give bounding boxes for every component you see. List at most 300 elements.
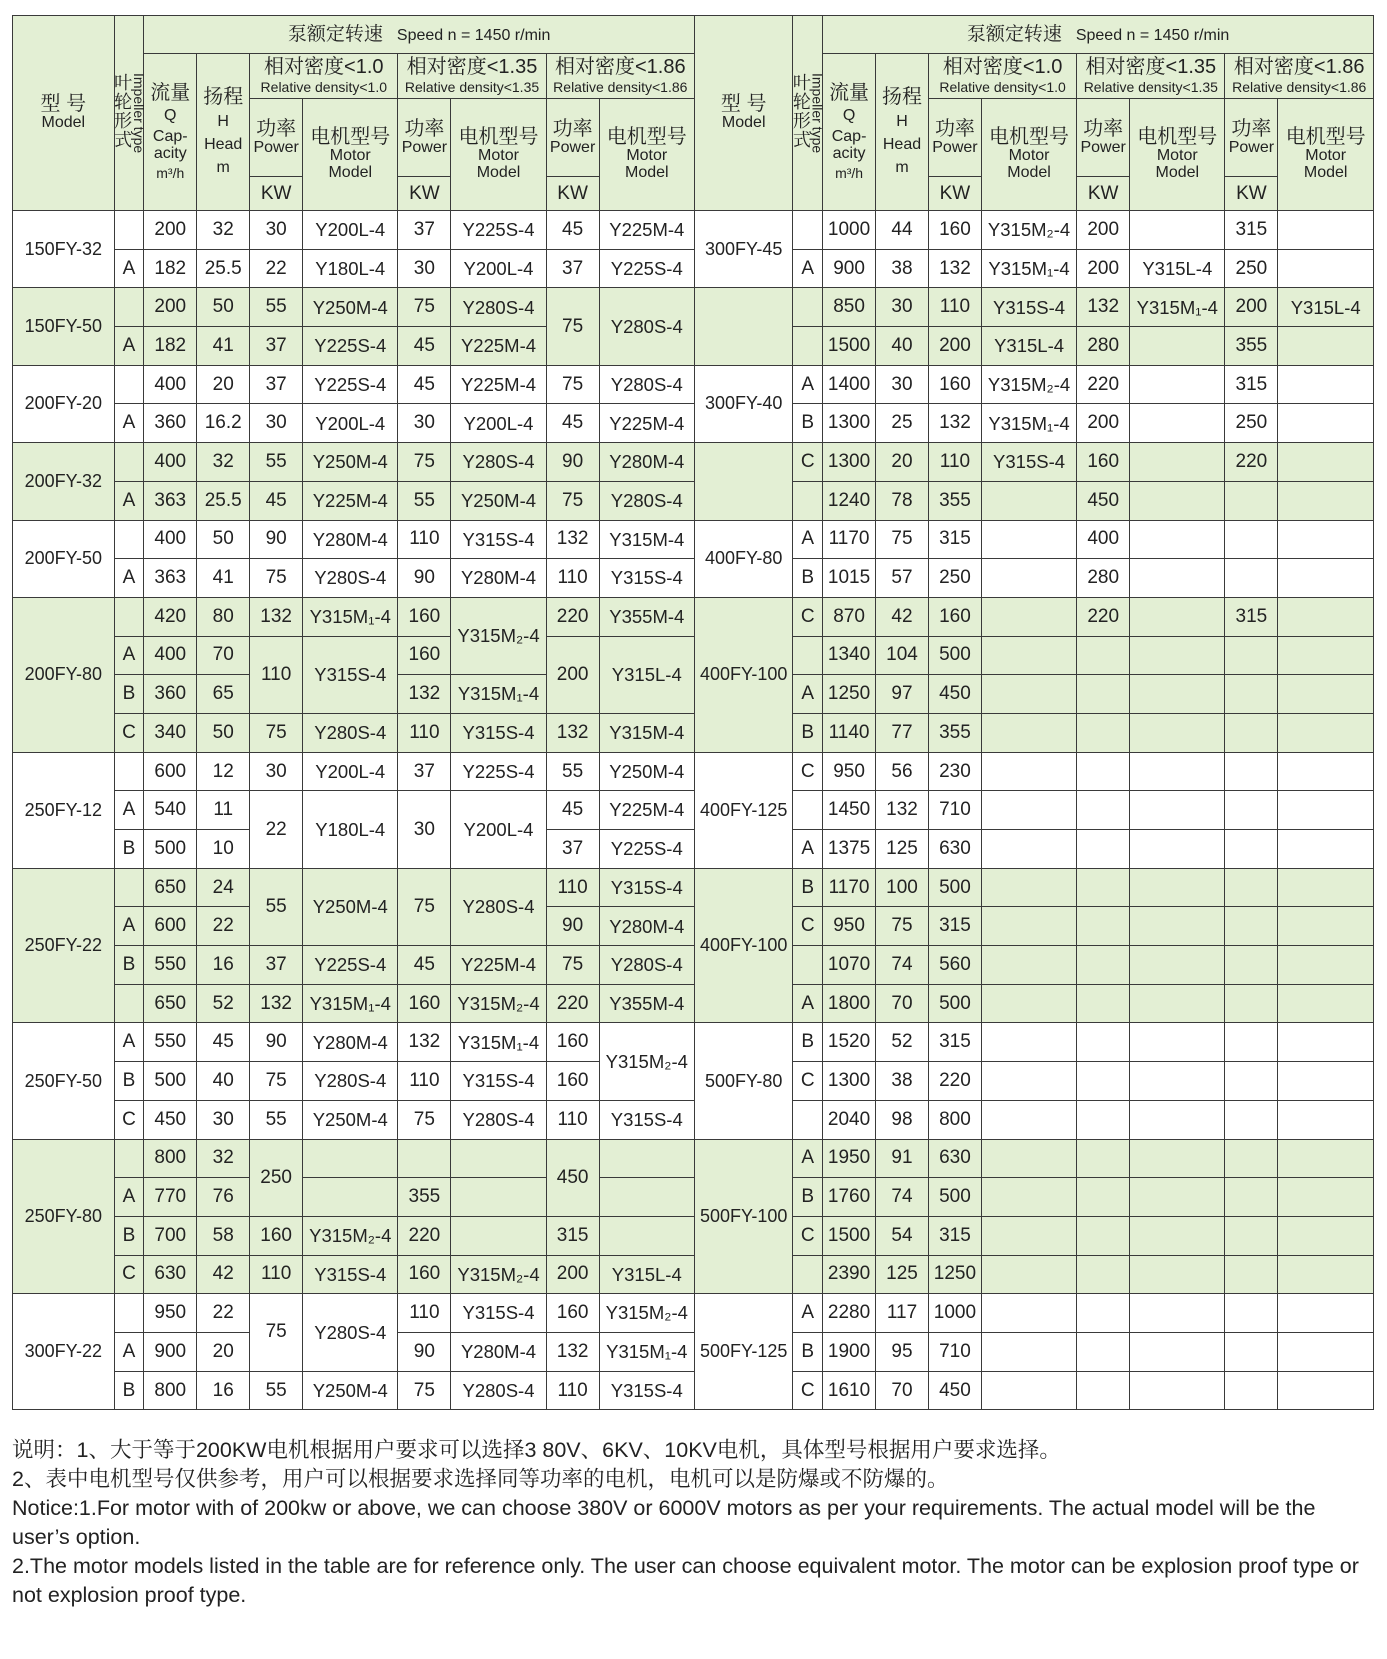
right-cell-motor-1 xyxy=(981,675,1076,714)
right-cell-motor-1: Y315S-4 xyxy=(981,443,1076,482)
left-density-header-3 xyxy=(546,54,694,99)
right-density-header-2 xyxy=(1077,54,1225,99)
left-cell-motor-3: Y225S-4 xyxy=(599,249,694,288)
left-cell-model: 250FY-12 xyxy=(13,752,115,868)
left-cell-head: 58 xyxy=(197,1216,250,1255)
left-head-h: H xyxy=(217,113,229,131)
left-cell-power-1: 75 xyxy=(250,1294,303,1371)
left-impeller-label xyxy=(112,72,147,154)
right-cell-motor-1 xyxy=(981,1100,1076,1139)
left-cell-motor-1: Y225M-4 xyxy=(303,481,398,520)
right-cell-capacity: 1800 xyxy=(823,984,876,1023)
right-motor-en2: Model xyxy=(1303,164,1348,181)
left-cell-motor-1: Y315M₁-4 xyxy=(303,984,398,1023)
right-cell-capacity: 1375 xyxy=(823,830,876,869)
right-cell-motor-3 xyxy=(1278,1255,1374,1294)
right-cell-impeller xyxy=(793,636,823,675)
right-cell-motor-1 xyxy=(981,1139,1076,1178)
left-cell-motor-2: Y225M-4 xyxy=(451,365,546,404)
right-cell-power-2 xyxy=(1077,791,1130,830)
left-motor-zh: 电机型号 xyxy=(458,126,539,149)
right-model-header xyxy=(694,16,792,211)
right-cell-head: 91 xyxy=(876,1139,929,1178)
right-cell-power-2 xyxy=(1077,636,1130,675)
right-cell-capacity: 950 xyxy=(823,907,876,946)
left-impeller-en: Impeller type xyxy=(130,72,147,154)
left-cell-motor-2: Y315S-4 xyxy=(451,1294,546,1333)
right-cell-motor-1 xyxy=(981,1255,1076,1294)
left-cell-impeller: B xyxy=(114,1216,144,1255)
left-cell-head: 20 xyxy=(197,1332,250,1371)
left-cell-capacity: 500 xyxy=(144,1062,197,1101)
left-cell-power-3: 75 xyxy=(546,946,599,985)
left-cell-power-1: 22 xyxy=(250,249,303,288)
left-cell-power-1: 55 xyxy=(250,288,303,327)
right-cell-power-3 xyxy=(1225,1062,1278,1101)
left-cell-impeller: A xyxy=(114,481,144,520)
right-cell-impeller: A xyxy=(793,984,823,1023)
left-cell-motor-3: Y315M₂-4 xyxy=(599,1294,694,1333)
left-cell-power-3: 45 xyxy=(546,791,599,830)
left-cell-motor-3: Y315M-4 xyxy=(599,713,694,752)
left-cell-motor-2: Y280S-4 xyxy=(451,288,546,327)
left-cell-capacity: 363 xyxy=(144,481,197,520)
right-density-zh-2: 相对密度<1.35 xyxy=(1085,56,1217,79)
right-cell-power-2 xyxy=(1077,1139,1130,1178)
right-cell-power-3: 200 xyxy=(1225,288,1278,327)
left-impeller-zh: 叶轮形式 xyxy=(112,72,133,149)
right-cell-head: 125 xyxy=(876,1255,929,1294)
right-cell-motor-1 xyxy=(981,481,1076,520)
right-cell-impeller: B xyxy=(793,868,823,907)
right-cell-impeller: A xyxy=(793,365,823,404)
left-cell-motor-3: Y355M-4 xyxy=(599,984,694,1023)
left-cell-motor-3: Y250M-4 xyxy=(599,752,694,791)
right-cell-impeller: C xyxy=(793,1371,823,1410)
left-cell-power-2: 160 xyxy=(398,984,451,1023)
right-cell-power-2 xyxy=(1077,907,1130,946)
table-row xyxy=(13,636,1374,675)
right-cell-motor-1 xyxy=(981,984,1076,1023)
right-cell-power-3: 355 xyxy=(1225,327,1278,366)
right-capacity-header xyxy=(823,54,876,211)
left-cell-capacity: 950 xyxy=(144,1294,197,1333)
right-cell-motor-1 xyxy=(981,1023,1076,1062)
right-cell-head: 70 xyxy=(876,984,929,1023)
left-cell-head: 41 xyxy=(197,559,250,598)
left-cell-power-1: 55 xyxy=(250,1100,303,1139)
right-cell-capacity: 1500 xyxy=(823,327,876,366)
left-cell-power-3: 75 xyxy=(546,288,599,365)
left-cell-motor-2: Y315S-4 xyxy=(451,520,546,559)
right-cell-power-2: 450 xyxy=(1077,481,1130,520)
left-cell-motor-1: Y180L-4 xyxy=(303,791,398,868)
right-cell-power-2 xyxy=(1077,1023,1130,1062)
right-cell-head: 97 xyxy=(876,675,929,714)
left-speed-header xyxy=(144,16,695,54)
left-cell-impeller: A xyxy=(114,1332,144,1371)
right-impeller-header xyxy=(790,16,826,211)
right-cell-motor-1 xyxy=(981,597,1076,636)
note-en-1: Notice:1.For motor with of 200kw or above, we can choose 380V or 6000V motors as per your requirements. The actual model will be the user’s option. xyxy=(12,1496,1316,1549)
table-row xyxy=(13,791,1374,830)
left-cell-motor-1: Y250M-4 xyxy=(303,868,398,945)
right-power-header xyxy=(928,99,981,177)
right-cell-model: 400FY-100 xyxy=(694,868,792,1023)
right-cell-motor-3 xyxy=(1278,1216,1374,1255)
right-cell-head: 20 xyxy=(876,443,929,482)
left-cell-power-3: 37 xyxy=(546,249,599,288)
left-power-zh: 功率 xyxy=(404,117,445,140)
left-cell-power-3: 90 xyxy=(546,443,599,482)
right-cell-capacity: 1610 xyxy=(823,1371,876,1410)
right-cell-power-1: 315 xyxy=(928,1023,981,1062)
left-motor-en1: Motor xyxy=(626,147,668,165)
right-cell-motor-3 xyxy=(1278,713,1374,752)
table-row xyxy=(13,1139,1374,1178)
right-impeller-en: Impeller type xyxy=(809,72,826,154)
left-cell-capacity: 450 xyxy=(144,1100,197,1139)
left-density-zh-3: 相对密度<1.86 xyxy=(555,56,686,79)
left-cell-capacity: 363 xyxy=(144,559,197,598)
right-cell-motor-2 xyxy=(1130,1023,1225,1062)
left-cell-motor-3: Y315S-4 xyxy=(599,1371,694,1410)
left-cell-head: 22 xyxy=(197,1294,250,1333)
right-cell-power-1: 355 xyxy=(928,713,981,752)
right-cell-head: 52 xyxy=(876,1023,929,1062)
notes-section xyxy=(12,1436,1374,1610)
right-cell-power-2 xyxy=(1077,713,1130,752)
right-cell-power-2: 200 xyxy=(1077,211,1130,250)
right-cell-power-1: 110 xyxy=(928,288,981,327)
left-cell-motor-2: Y225S-4 xyxy=(451,752,546,791)
left-cell-power-3: 200 xyxy=(546,636,599,713)
table-row xyxy=(13,946,1374,985)
right-cell-power-1: 560 xyxy=(928,946,981,985)
left-cell-motor-3 xyxy=(599,1178,694,1217)
left-cell-capacity: 600 xyxy=(144,907,197,946)
left-cell-impeller: C xyxy=(114,1255,144,1294)
right-cell-impeller: A xyxy=(793,1139,823,1178)
note-zh-1: 说明：1、大于等于200KW电机根据用户要求可以选择3 80V、6KV、10KV电机，具体型号根据用户要求选择。 xyxy=(12,1438,1061,1462)
left-density-en-1: Relative density<1.0 xyxy=(260,79,388,96)
right-cell-impeller xyxy=(793,327,823,366)
right-cell-motor-2 xyxy=(1130,1371,1225,1410)
right-cell-motor-3 xyxy=(1278,249,1374,288)
left-cell-head: 50 xyxy=(197,288,250,327)
right-cell-power-3 xyxy=(1225,946,1278,985)
note-zh-2: 2、表中电机型号仅供参考，用户可以根据要求选择同等功率的电机，电机可以是防爆或不防爆的。 xyxy=(12,1467,949,1491)
left-power-unit: KW xyxy=(546,177,599,211)
right-model-header-en: Model xyxy=(721,114,766,132)
left-cell-model: 150FY-50 xyxy=(13,288,115,365)
right-cell-motor-2 xyxy=(1130,830,1225,869)
left-cell-power-2: 75 xyxy=(398,1371,451,1410)
right-cell-capacity: 1760 xyxy=(823,1178,876,1217)
left-cell-impeller: C xyxy=(114,713,144,752)
right-cell-motor-3 xyxy=(1278,1100,1374,1139)
left-cell-power-3: 110 xyxy=(546,1371,599,1410)
left-cell-capacity: 182 xyxy=(144,327,197,366)
left-cell-motor-3: Y225S-4 xyxy=(599,830,694,869)
left-cell-motor-2: Y200L-4 xyxy=(451,249,546,288)
right-cell-motor-3 xyxy=(1278,1332,1374,1371)
right-power-zh: 功率 xyxy=(1231,117,1272,140)
right-impeller-label xyxy=(790,72,826,154)
left-power-zh: 功率 xyxy=(256,117,297,140)
right-cell-motor-2 xyxy=(1130,713,1225,752)
left-cell-capacity: 400 xyxy=(144,443,197,482)
left-cell-power-1: 160 xyxy=(250,1216,303,1255)
left-cell-motor-3: Y355M-4 xyxy=(599,597,694,636)
left-cell-capacity: 200 xyxy=(144,288,197,327)
right-cell-head: 125 xyxy=(876,830,929,869)
right-cell-head: 57 xyxy=(876,559,929,598)
right-cell-power-1: 500 xyxy=(928,868,981,907)
table-row xyxy=(13,365,1374,404)
left-cell-motor-3 xyxy=(599,1139,694,1178)
left-cell-power-1: 37 xyxy=(250,365,303,404)
left-cell-capacity: 400 xyxy=(144,520,197,559)
left-capacity-en2: acity xyxy=(153,144,187,162)
right-cell-capacity: 1520 xyxy=(823,1023,876,1062)
left-density-header-1 xyxy=(250,54,398,99)
left-cell-head: 25.5 xyxy=(197,481,250,520)
left-cell-motor-1 xyxy=(303,1139,398,1178)
right-motor-header xyxy=(1278,99,1374,211)
right-cell-capacity: 1500 xyxy=(823,1216,876,1255)
left-cell-motor-3: Y315M₂-4 xyxy=(599,1023,694,1100)
left-cell-impeller xyxy=(114,520,144,559)
left-cell-motor-1: Y225S-4 xyxy=(303,365,398,404)
right-cell-capacity: 1140 xyxy=(823,713,876,752)
right-cell-motor-3 xyxy=(1278,1178,1374,1217)
left-cell-capacity: 770 xyxy=(144,1178,197,1217)
right-cell-impeller: B xyxy=(793,713,823,752)
left-motor-en2: Model xyxy=(624,164,669,181)
right-cell-motor-1: Y315M₂-4 xyxy=(981,365,1076,404)
right-cell-motor-1 xyxy=(981,1178,1076,1217)
right-cell-head: 42 xyxy=(876,597,929,636)
left-cell-motor-1: Y250M-4 xyxy=(303,1100,398,1139)
left-cell-impeller: A xyxy=(114,404,144,443)
right-speed-zh: 泵额定转速 xyxy=(966,23,1062,45)
table-row xyxy=(13,520,1374,559)
right-cell-power-1: 160 xyxy=(928,365,981,404)
right-cell-capacity: 1400 xyxy=(823,365,876,404)
left-cell-motor-3: Y280M-4 xyxy=(599,907,694,946)
left-cell-power-2: 110 xyxy=(398,1294,451,1333)
left-cell-motor-1: Y315S-4 xyxy=(303,1255,398,1294)
right-cell-motor-2 xyxy=(1130,868,1225,907)
right-cell-impeller xyxy=(793,791,823,830)
left-cell-impeller: A xyxy=(114,1178,144,1217)
table-row xyxy=(13,1255,1374,1294)
left-cell-capacity: 630 xyxy=(144,1255,197,1294)
right-power-header xyxy=(1077,99,1130,177)
right-cell-model: 300FY-40 xyxy=(694,365,792,442)
left-cell-power-3: 220 xyxy=(546,597,599,636)
right-cell-motor-3 xyxy=(1278,1294,1374,1333)
right-cell-power-2: 200 xyxy=(1077,404,1130,443)
left-cell-impeller xyxy=(114,211,144,250)
right-cell-motor-3 xyxy=(1278,327,1374,366)
left-cell-power-3: 110 xyxy=(546,559,599,598)
left-cell-capacity: 420 xyxy=(144,597,197,636)
left-cell-capacity: 800 xyxy=(144,1371,197,1410)
right-head-zh: 扬程 xyxy=(882,86,922,109)
right-model-header-zh: 型 号 xyxy=(720,93,767,116)
left-speed-zh: 泵额定转速 xyxy=(287,23,383,45)
left-cell-power-2: 355 xyxy=(398,1178,451,1217)
right-cell-head: 40 xyxy=(876,327,929,366)
right-cell-power-2: 160 xyxy=(1077,443,1130,482)
left-cell-head: 65 xyxy=(197,675,250,714)
right-cell-motor-1 xyxy=(981,907,1076,946)
right-cell-power-3 xyxy=(1225,1100,1278,1139)
table-row xyxy=(13,713,1374,752)
left-cell-power-3: 75 xyxy=(546,365,599,404)
right-cell-motor-3 xyxy=(1278,365,1374,404)
left-cell-motor-2: Y315M₂-4 xyxy=(451,1255,546,1294)
left-cell-head: 80 xyxy=(197,597,250,636)
right-cell-motor-1: Y315M₂-4 xyxy=(981,211,1076,250)
right-cell-power-1: 315 xyxy=(928,1216,981,1255)
left-cell-motor-3: Y280S-4 xyxy=(599,481,694,520)
left-cell-power-1: 22 xyxy=(250,791,303,868)
left-cell-head: 32 xyxy=(197,1139,250,1178)
header-row xyxy=(13,54,1374,99)
left-cell-motor-2: Y225S-4 xyxy=(451,211,546,250)
table-row xyxy=(13,752,1374,791)
right-cell-capacity: 1240 xyxy=(823,481,876,520)
right-cell-power-3 xyxy=(1225,1255,1278,1294)
right-cell-capacity: 1450 xyxy=(823,791,876,830)
right-cell-power-2 xyxy=(1077,1332,1130,1371)
right-cell-power-3: 250 xyxy=(1225,404,1278,443)
right-cell-motor-3 xyxy=(1278,907,1374,946)
left-cell-power-2: 75 xyxy=(398,868,451,945)
left-cell-capacity: 540 xyxy=(144,791,197,830)
left-cell-head: 16.2 xyxy=(197,404,250,443)
left-cell-capacity: 700 xyxy=(144,1216,197,1255)
right-cell-impeller xyxy=(793,1255,823,1294)
left-cell-power-3: 220 xyxy=(546,984,599,1023)
right-cell-power-1: 250 xyxy=(928,559,981,598)
left-power-en: Power xyxy=(253,138,299,156)
left-cell-power-2: 160 xyxy=(398,597,451,636)
left-cell-impeller: B xyxy=(114,675,144,714)
right-cell-motor-2 xyxy=(1130,752,1225,791)
right-cell-motor-2 xyxy=(1130,520,1225,559)
left-cell-motor-2: Y280M-4 xyxy=(451,1332,546,1371)
right-cell-power-1: 710 xyxy=(928,791,981,830)
right-cell-motor-2 xyxy=(1130,907,1225,946)
left-cell-motor-3: Y280M-4 xyxy=(599,443,694,482)
left-cell-power-2: 132 xyxy=(398,675,451,714)
left-cell-impeller xyxy=(114,288,144,327)
right-cell-power-3 xyxy=(1225,1294,1278,1333)
right-cell-impeller: B xyxy=(793,559,823,598)
left-model-header-zh: 型 号 xyxy=(40,93,87,116)
right-head-en: Head xyxy=(882,136,922,154)
right-cell-power-3: 315 xyxy=(1225,211,1278,250)
left-density-zh-2: 相对密度<1.35 xyxy=(406,56,538,79)
right-cell-power-3 xyxy=(1225,636,1278,675)
left-cell-motor-2: Y280S-4 xyxy=(451,1100,546,1139)
right-cell-power-3 xyxy=(1225,1371,1278,1410)
right-motor-zh: 电机型号 xyxy=(989,126,1070,149)
right-cell-impeller: C xyxy=(793,443,823,482)
right-cell-motor-3: Y315L-4 xyxy=(1278,288,1374,327)
right-cell-motor-1 xyxy=(981,791,1076,830)
table-row xyxy=(13,1332,1374,1371)
right-cell-power-2 xyxy=(1077,1178,1130,1217)
left-cell-power-3: 315 xyxy=(546,1216,599,1255)
left-cell-motor-1 xyxy=(303,1178,398,1217)
left-cell-motor-1: Y250M-4 xyxy=(303,1371,398,1410)
left-power-header xyxy=(398,99,451,177)
right-cell-motor-3 xyxy=(1278,481,1374,520)
table-row xyxy=(13,1178,1374,1217)
right-cell-power-3 xyxy=(1225,830,1278,869)
right-cell-head: 78 xyxy=(876,481,929,520)
right-cell-motor-2 xyxy=(1130,791,1225,830)
left-capacity-q: Q xyxy=(164,106,177,124)
left-cell-head: 40 xyxy=(197,1062,250,1101)
left-cell-motor-2: Y315M₂-4 xyxy=(451,597,546,674)
left-cell-capacity: 550 xyxy=(144,1023,197,1062)
left-cell-head: 70 xyxy=(197,636,250,675)
right-cell-capacity: 1950 xyxy=(823,1139,876,1178)
right-cell-model xyxy=(694,443,792,520)
right-cell-power-1: 500 xyxy=(928,1178,981,1217)
left-cell-power-3: 160 xyxy=(546,1023,599,1062)
left-motor-zh: 电机型号 xyxy=(606,126,687,149)
left-cell-motor-3: Y225M-4 xyxy=(599,791,694,830)
right-cell-motor-3 xyxy=(1278,559,1374,598)
left-cell-power-1: 75 xyxy=(250,713,303,752)
left-cell-head: 25.5 xyxy=(197,249,250,288)
right-cell-power-1: 500 xyxy=(928,636,981,675)
right-density-en-3: Relative density<1.86 xyxy=(1232,79,1367,96)
left-power-unit: KW xyxy=(250,177,303,211)
left-motor-header xyxy=(303,99,398,211)
left-cell-impeller: A xyxy=(114,249,144,288)
left-cell-impeller: A xyxy=(114,791,144,830)
left-cell-motor-2: Y280M-4 xyxy=(451,559,546,598)
right-cell-motor-1 xyxy=(981,520,1076,559)
left-model-header-en: Model xyxy=(41,114,86,132)
right-cell-motor-3 xyxy=(1278,791,1374,830)
left-motor-zh: 电机型号 xyxy=(310,126,391,149)
right-cell-impeller: A xyxy=(793,675,823,714)
left-motor-en2: Model xyxy=(476,164,521,181)
right-power-unit: KW xyxy=(1077,177,1130,211)
left-density-zh-1: 相对密度<1.0 xyxy=(264,56,384,79)
right-cell-motor-2 xyxy=(1130,1255,1225,1294)
right-cell-power-2 xyxy=(1077,675,1130,714)
left-capacity-header xyxy=(144,54,197,211)
left-cell-power-1: 30 xyxy=(250,404,303,443)
left-cell-motor-2 xyxy=(451,1178,546,1217)
left-cell-power-3: 132 xyxy=(546,520,599,559)
right-cell-power-2 xyxy=(1077,1371,1130,1410)
left-cell-motor-2: Y200L-4 xyxy=(451,404,546,443)
right-cell-motor-1 xyxy=(981,868,1076,907)
right-cell-power-1: 710 xyxy=(928,1332,981,1371)
left-capacity-en1: Cap- xyxy=(152,127,188,145)
